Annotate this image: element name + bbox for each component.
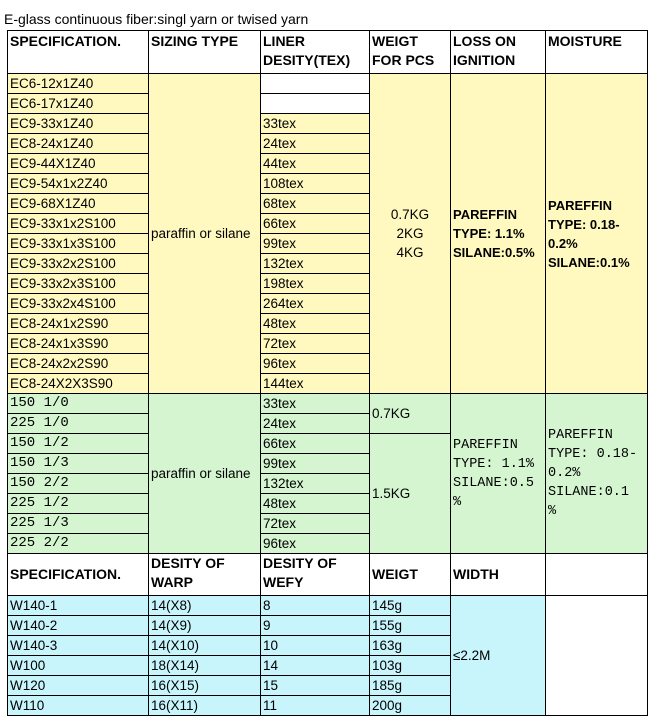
weight-cell xyxy=(370,74,451,394)
spec-cell: EC9-33x1x3S100 xyxy=(8,234,149,254)
wefy-cell: 10 xyxy=(261,636,370,656)
spec-cell: 225 1/0 xyxy=(8,414,149,434)
tex-cell: 68tex xyxy=(261,194,370,214)
tex-cell: 24tex xyxy=(261,414,370,434)
spec-cell: W100 xyxy=(8,656,149,676)
spec-cell: EC9-33x2x2S100 xyxy=(8,254,149,274)
spec-cell: EC6-17x1Z40 xyxy=(8,94,149,114)
spec-cell: W140-3 xyxy=(8,636,149,656)
spec-cell: EC8-24x1x3S90 xyxy=(8,334,149,354)
tex-cell: 33tex xyxy=(261,114,370,134)
sizing-cell: paraffin or silane xyxy=(149,74,261,394)
spec-cell: EC8-24x1x2S90 xyxy=(8,314,149,334)
width-cell: ≤2.2M xyxy=(451,596,546,716)
header-loss-on-ignition: LOSS ON IGNITION xyxy=(451,31,546,74)
spec-cell: EC9-54x1x2Z40 xyxy=(8,174,149,194)
spec-cell: 225 1/3 xyxy=(8,514,149,534)
tex-cell: 72tex xyxy=(261,334,370,354)
spec-cell: W140-2 xyxy=(8,616,149,636)
tex-cell: 33tex xyxy=(261,394,370,414)
tex-cell: 72tex xyxy=(261,514,370,534)
tex-cell: 66tex xyxy=(261,214,370,234)
weight-cell: 155g xyxy=(370,616,451,636)
weight-cell: 163g xyxy=(370,636,451,656)
empty-cell xyxy=(546,596,648,716)
tex-cell: 198tex xyxy=(261,274,370,294)
tex-cell: 48tex xyxy=(261,494,370,514)
spec-cell: EC8-24x2x2S90 xyxy=(8,354,149,374)
tex-cell xyxy=(261,94,370,114)
weight-cell: 185g xyxy=(370,676,451,696)
spec-cell: 150 1/0 xyxy=(8,394,149,414)
spec-cell: EC8-24X2X3S90 xyxy=(8,374,149,394)
tex-cell: 66tex xyxy=(261,434,370,454)
header-specification: SPECIFICATION. xyxy=(8,31,149,74)
spec-cell: EC8-24x1Z40 xyxy=(8,134,149,154)
tex-cell: 264tex xyxy=(261,294,370,314)
header-weight-for-pcs: WEIGT FOR PCS xyxy=(370,31,451,74)
loss-cell: PAREFFIN TYPE: 1.1% SILANE:0.5% xyxy=(451,74,546,394)
spec-cell: 150 1/3 xyxy=(8,454,149,474)
tex-cell: 99tex xyxy=(261,234,370,254)
tex-cell: 44tex xyxy=(261,154,370,174)
header-specification: SPECIFICATION. xyxy=(8,554,149,596)
spec-cell: EC9-33x1x2S100 xyxy=(8,214,149,234)
warp-cell: 14(X9) xyxy=(149,616,261,636)
header-liner-density: LINER DESITY(TEX) xyxy=(261,31,370,74)
wefy-cell: 11 xyxy=(261,696,370,716)
table-row xyxy=(8,74,648,94)
spec-cell: 225 2/2 xyxy=(8,534,149,554)
wefy-cell: 9 xyxy=(261,616,370,636)
spec-cell: EC9-68X1Z40 xyxy=(8,194,149,214)
tex-cell: 48tex xyxy=(261,314,370,334)
tex-cell: 108tex xyxy=(261,174,370,194)
header-wefy-density: DESITY OF WEFY xyxy=(261,554,370,596)
wefy-cell: 14 xyxy=(261,656,370,676)
tex-cell: 99tex xyxy=(261,454,370,474)
weight-cell: 200g xyxy=(370,696,451,716)
header-weight: WEIGT xyxy=(370,554,451,596)
warp-cell: 18(X14) xyxy=(149,656,261,676)
weight-value: 0.7KG xyxy=(390,207,430,222)
spec-cell: W140-1 xyxy=(8,596,149,616)
tex-cell: 132tex xyxy=(261,474,370,494)
spec-cell: EC9-33x2x3S100 xyxy=(8,274,149,294)
specification-table xyxy=(7,30,648,716)
table-row xyxy=(8,596,648,616)
loss-cell: PAREFFIN TYPE: 1.1% SILANE:0.5 % xyxy=(451,394,546,554)
tex-cell: 96tex xyxy=(261,354,370,374)
header-sizing-type: SIZING TYPE xyxy=(149,31,261,74)
spec-cell: W110 xyxy=(8,696,149,716)
header-warp-density: DESITY OF WARP xyxy=(149,554,261,596)
weight-cell: 145g xyxy=(370,596,451,616)
table-row xyxy=(8,31,648,74)
sizing-cell: paraffin or silane xyxy=(149,394,261,554)
tex-cell xyxy=(261,74,370,94)
wefy-cell: 15 xyxy=(261,676,370,696)
table-row xyxy=(8,394,648,414)
moisture-cell: PAREFFIN TYPE: 0.18-0.2% SILANE:0.1 % xyxy=(546,394,648,554)
warp-cell: 16(X11) xyxy=(149,696,261,716)
wefy-cell: 8 xyxy=(261,596,370,616)
weight-cell: 1.5KG xyxy=(370,434,451,554)
spec-cell: EC9-33x2x4S100 xyxy=(8,294,149,314)
spec-cell: EC6-12x1Z40 xyxy=(8,74,149,94)
sheet-title: E-glass continuous fiber:singl yarn or twised yarn xyxy=(4,11,309,27)
weight-value: 4KG xyxy=(396,245,424,260)
empty-cell xyxy=(546,554,648,596)
spec-cell: EC9-44X1Z40 xyxy=(8,154,149,174)
header-width: WIDTH xyxy=(451,554,546,596)
spec-cell: W120 xyxy=(8,676,149,696)
tex-cell: 24tex xyxy=(261,134,370,154)
tex-cell: 132tex xyxy=(261,254,370,274)
tex-cell: 144tex xyxy=(261,374,370,394)
spec-cell: 225 1/2 xyxy=(8,494,149,514)
warp-cell: 14(X10) xyxy=(149,636,261,656)
spec-cell: EC9-33x1Z40 xyxy=(8,114,149,134)
header-moisture: MOISTURE xyxy=(546,31,648,74)
moisture-cell: PAREFFIN TYPE: 0.18-0.2% SILANE:0.1% xyxy=(546,74,648,394)
weight-value: 2KG xyxy=(396,226,424,241)
warp-cell: 16(X15) xyxy=(149,676,261,696)
spec-cell: 150 1/2 xyxy=(8,434,149,454)
spec-cell: 150 2/2 xyxy=(8,474,149,494)
weight-cell: 0.7KG xyxy=(370,394,451,434)
tex-cell: 96tex xyxy=(261,534,370,554)
warp-cell: 14(X8) xyxy=(149,596,261,616)
table-row xyxy=(8,554,648,596)
weight-cell: 103g xyxy=(370,656,451,676)
